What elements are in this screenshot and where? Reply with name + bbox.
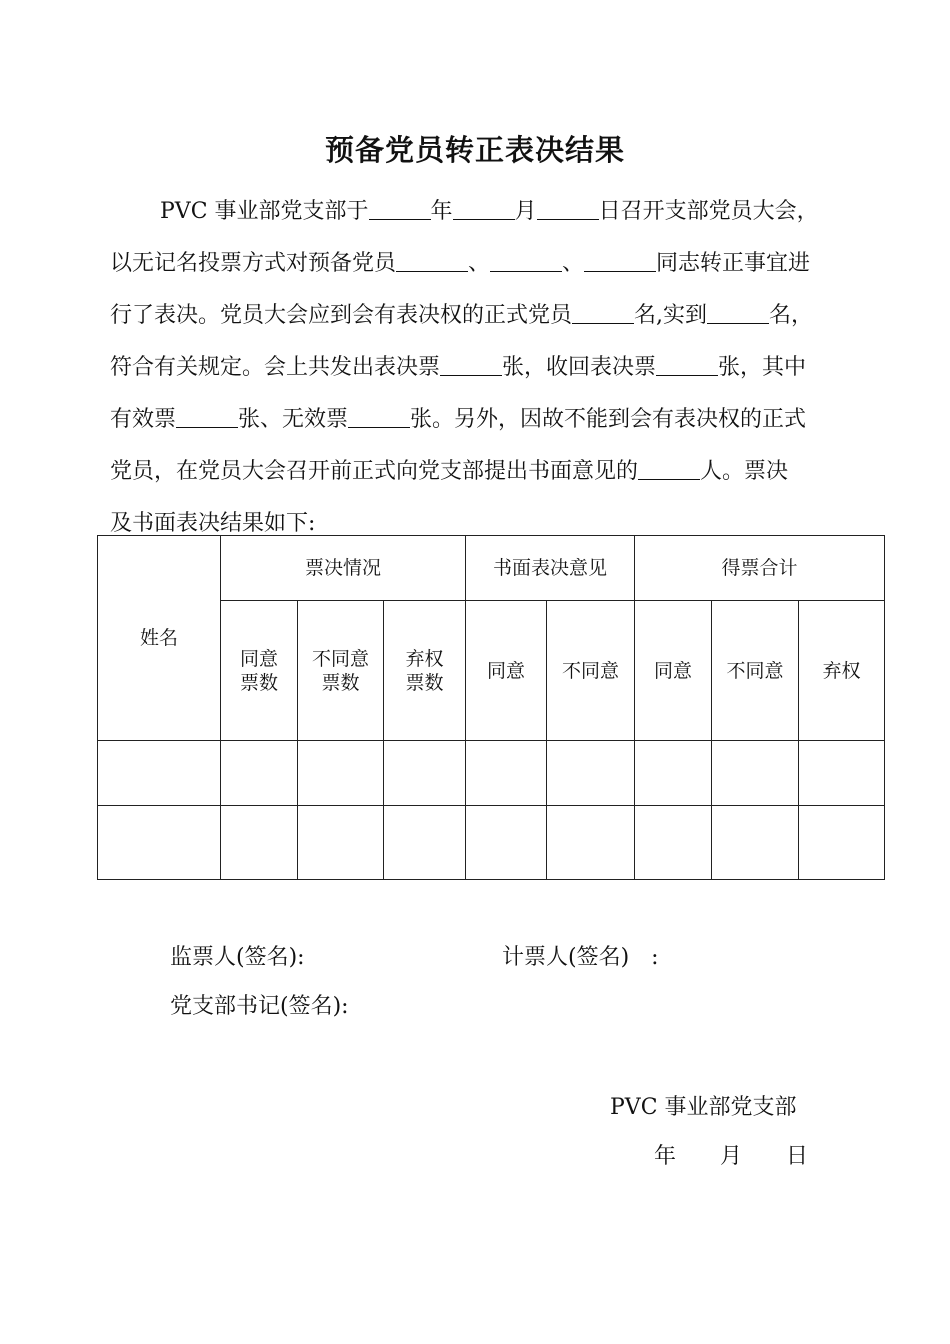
table-cell[interactable] [547, 741, 635, 806]
table-cell[interactable] [547, 806, 635, 880]
text-segment: 符合有关规定。会上共发出表决票 [110, 355, 441, 380]
header-text: 弃权 [405, 647, 444, 670]
text-segment: 名,实到 [634, 303, 708, 328]
candidate-blank-2[interactable] [490, 249, 562, 272]
returned-ballots-blank[interactable] [656, 353, 718, 376]
vote-result-table [97, 535, 885, 880]
secretary-signature-label: 党支部书记(签名): [170, 994, 349, 1019]
text-segment: PVC 事业部党支部于 [160, 199, 369, 224]
header-row-groups [98, 536, 885, 601]
text-segment: 张，收回表决票 [502, 355, 657, 380]
text-segment: 以无记名投票方式对预备党员 [110, 251, 397, 276]
name-header: 姓名 [98, 536, 221, 741]
table-cell[interactable] [466, 741, 547, 806]
abstain-votes-header [384, 601, 466, 741]
written-agree-header: 同意 [466, 601, 547, 741]
total-abstain-header: 弃权 [799, 601, 885, 741]
table-cell[interactable] [466, 806, 547, 880]
text-segment: 张、无效票 [238, 407, 349, 432]
text-segment: 人。票决 [700, 459, 789, 484]
day-blank[interactable] [537, 197, 599, 220]
text-segment: 名， [769, 303, 814, 328]
invalid-ballots-blank[interactable] [348, 405, 410, 428]
table-cell[interactable] [384, 741, 466, 806]
paragraph-line-1 [110, 186, 870, 238]
paragraph-line-5 [110, 394, 870, 446]
table-cell[interactable] [221, 741, 298, 806]
expected-members-blank[interactable] [572, 301, 634, 324]
disagree-votes-header [298, 601, 384, 741]
candidate-blank-1[interactable] [396, 249, 468, 272]
written-opinions-blank[interactable] [638, 457, 700, 480]
agree-votes-header [221, 601, 298, 741]
header-text: 票数 [321, 671, 360, 694]
text-segment: 行了表决。党员大会应到会有表决权的正式党员 [110, 303, 573, 328]
text-segment: 有效票 [110, 407, 177, 432]
monitor-signature-label: 监票人(签名): [170, 945, 305, 970]
attended-members-blank[interactable] [707, 301, 769, 324]
table-row [98, 741, 885, 806]
text-segment: 张。另外，因故不能到会有表决权的正式 [410, 407, 807, 432]
month-blank[interactable] [453, 197, 515, 220]
header-text: 票数 [239, 671, 278, 694]
text-segment: 、 [562, 251, 585, 276]
year-blank[interactable] [369, 197, 431, 220]
table-cell[interactable] [712, 806, 799, 880]
table-cell[interactable] [298, 741, 384, 806]
document-title: 预备党员转正表决结果 [324, 133, 625, 167]
text-segment: 党员，在党员大会召开前正式向党支部提出书面意见的 [110, 459, 639, 484]
paragraph-line-4 [110, 342, 870, 394]
paragraph-line-3 [110, 290, 870, 342]
paragraph-line-6 [110, 446, 870, 498]
issued-ballots-blank[interactable] [440, 353, 502, 376]
text-segment: 日召开支部党员大会， [598, 199, 819, 224]
signature-date: 年 月 日 [654, 1144, 809, 1169]
paragraph-line-2 [110, 238, 870, 290]
organization-name: PVC 事业部党支部 [610, 1095, 797, 1120]
vote-group-header: 票决情况 [221, 536, 466, 601]
total-group-header: 得票合计 [635, 536, 885, 601]
total-agree-header: 同意 [635, 601, 712, 741]
header-text: 不同意 [311, 647, 369, 670]
total-disagree-header: 不同意 [712, 601, 799, 741]
text-segment: 月 [514, 199, 537, 224]
table-cell[interactable] [298, 806, 384, 880]
resolution-paragraph [110, 186, 870, 550]
text-segment: 、 [468, 251, 491, 276]
table-cell[interactable] [635, 741, 712, 806]
written-group-header: 书面表决意见 [466, 536, 635, 601]
header-text: 票数 [405, 671, 444, 694]
table-cell[interactable] [712, 741, 799, 806]
text-segment: 年 [430, 199, 453, 224]
counter-signature-label: 计票人(签名) : [502, 945, 659, 970]
table-row [98, 806, 885, 880]
candidate-blank-3[interactable] [584, 249, 656, 272]
table-cell[interactable] [98, 741, 221, 806]
paragraph-line-7: 及书面表决结果如下: [110, 511, 316, 536]
table-cell[interactable] [221, 806, 298, 880]
header-text: 同意 [239, 647, 278, 670]
text-segment: 张，其中 [718, 355, 807, 380]
table-cell[interactable] [98, 806, 221, 880]
table-cell[interactable] [799, 741, 885, 806]
table-cell[interactable] [635, 806, 712, 880]
table-cell[interactable] [384, 806, 466, 880]
written-disagree-header: 不同意 [547, 601, 635, 741]
valid-ballots-blank[interactable] [176, 405, 238, 428]
table-cell[interactable] [799, 806, 885, 880]
text-segment: 同志转正事宜进 [656, 251, 811, 276]
